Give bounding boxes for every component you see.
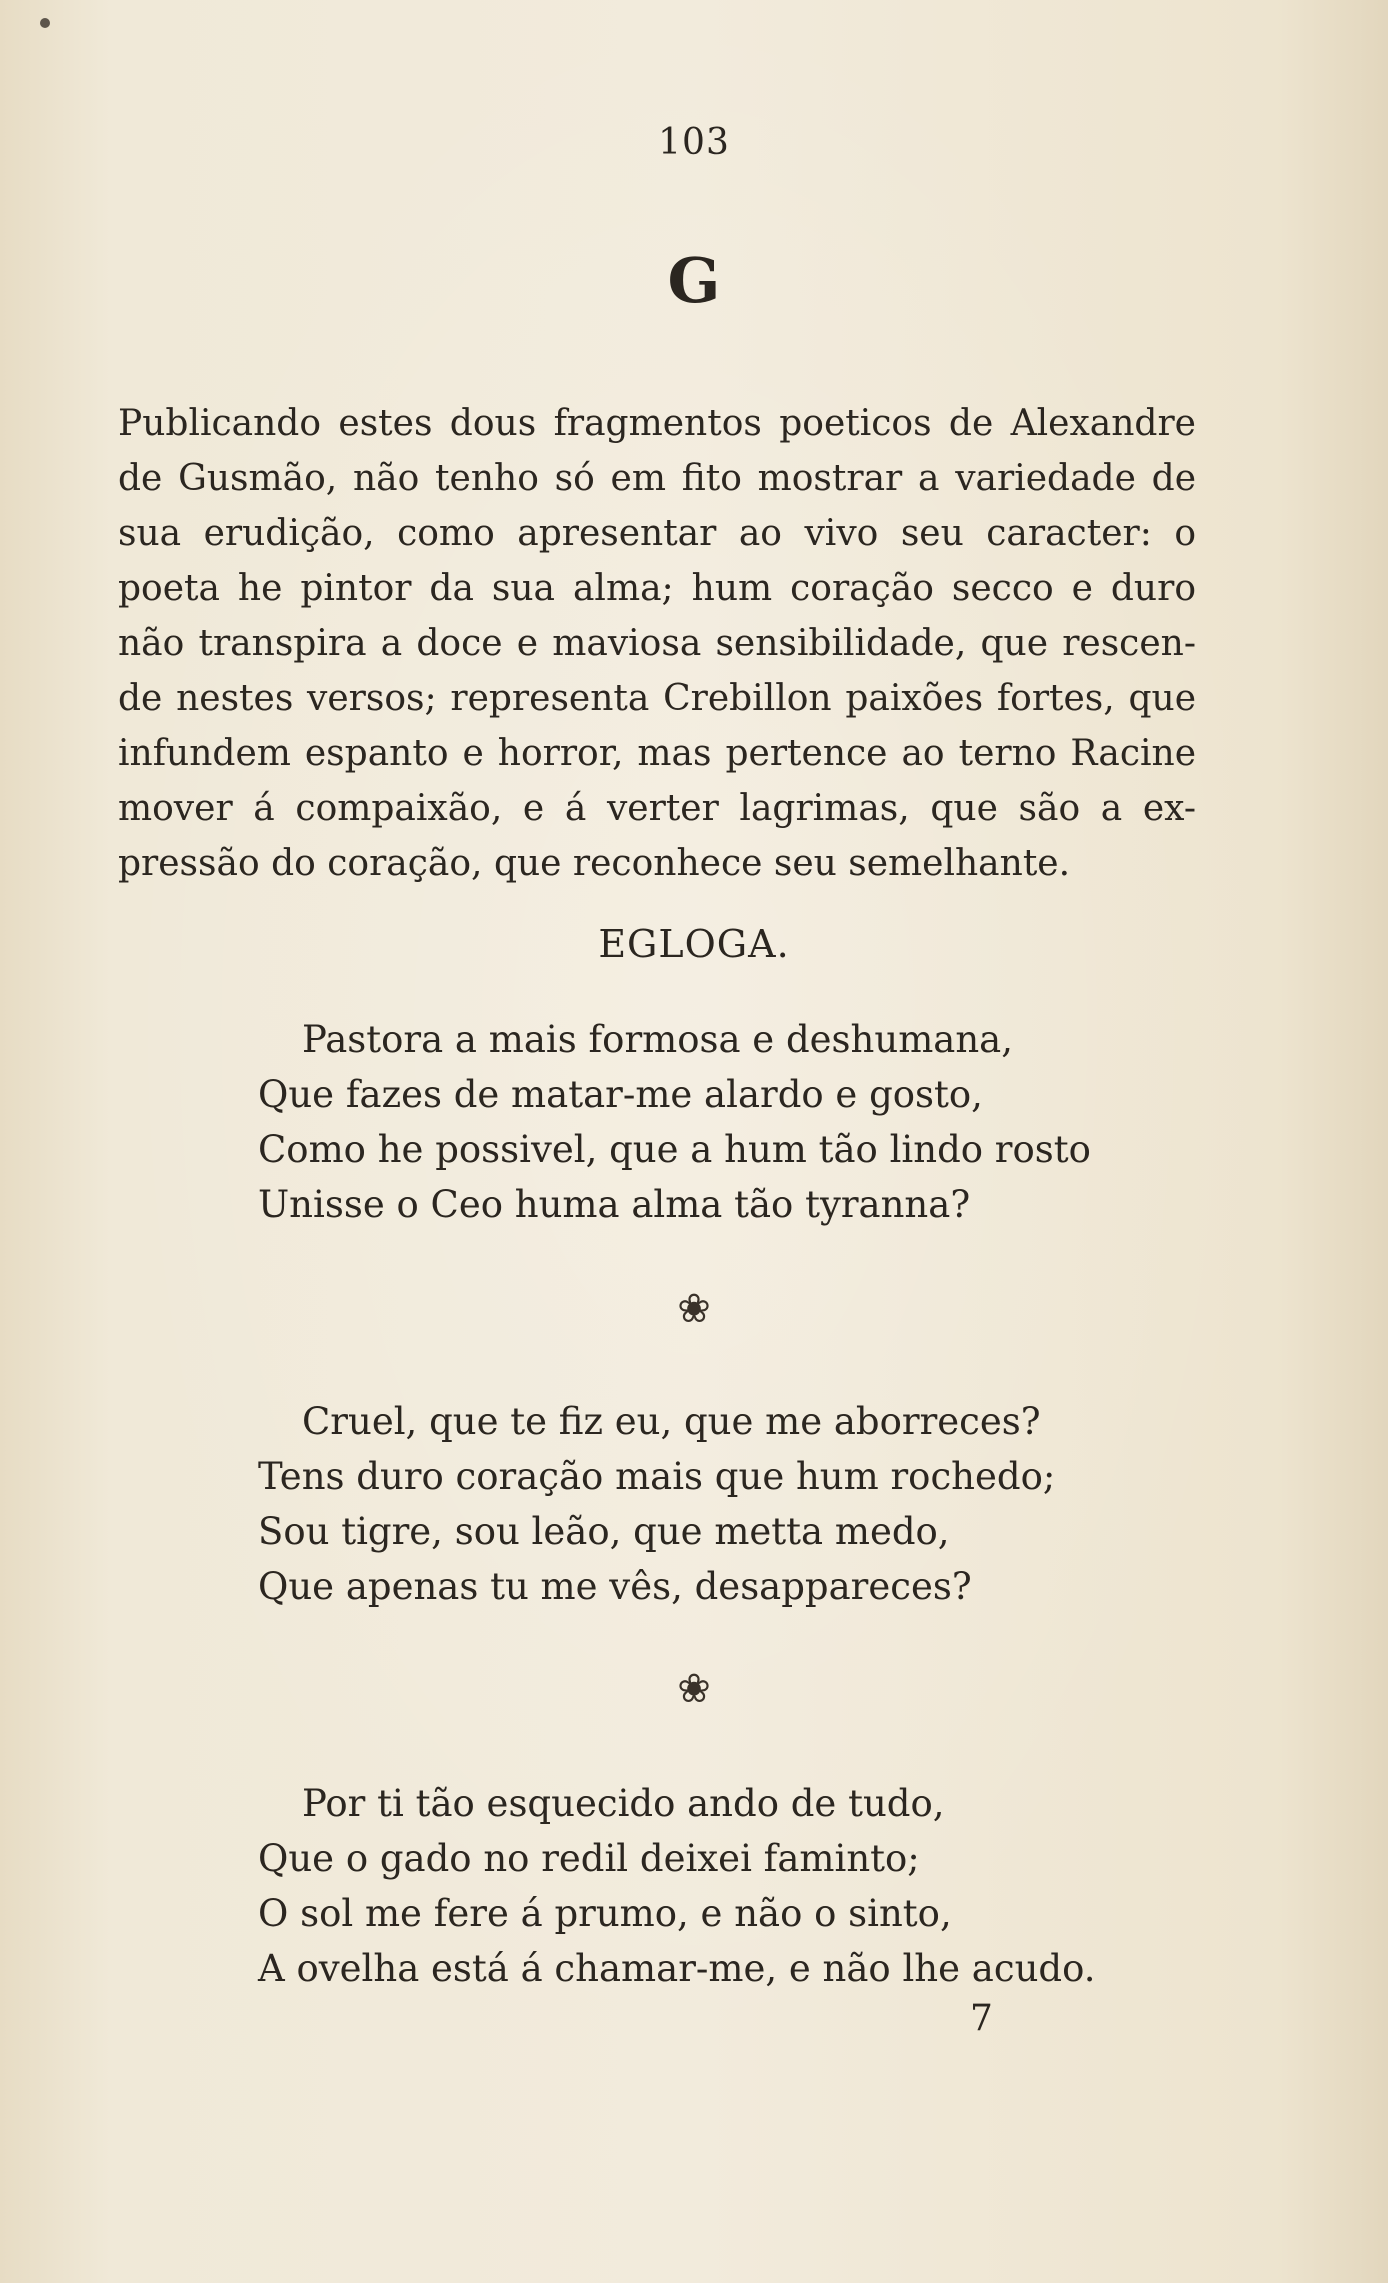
intro-line: não transpira a doce e maviosa sensibilidade, que rescen-	[118, 623, 1196, 664]
verse-line: Que o gado no redil deixei faminto;	[258, 1837, 920, 1880]
stanza-3	[258, 1776, 1095, 1996]
ink-spot	[40, 18, 50, 28]
page-number: 103	[658, 122, 730, 163]
intro-line: infundem espanto e horror, mas pertence ao terno Racine	[118, 733, 1196, 774]
signature-mark: 7	[970, 1998, 993, 2039]
verse-line: Como he possivel, que a hum tão lindo rosto	[258, 1128, 1091, 1171]
ornament-icon: ❀	[677, 1666, 711, 1712]
poem-title: EGLOGA.	[598, 922, 790, 966]
intro-line: poeta he pintor da sua alma; hum coração secco e duro	[118, 568, 1196, 609]
ornament-icon: ❀	[677, 1286, 711, 1332]
verse-line: Tens duro coração mais que hum rochedo;	[258, 1455, 1056, 1498]
intro-line: de Gusmão, não tenho só em fito mostrar a variedade de	[118, 458, 1196, 499]
verse-line: Sou tigre, sou leão, que metta medo,	[258, 1510, 950, 1553]
stanza-2	[258, 1394, 1055, 1614]
verse-line: Por ti tão esquecido ando de tudo,	[302, 1782, 945, 1825]
intro-paragraph	[118, 396, 1196, 891]
verse-line: Que fazes de matar-me alardo e gosto,	[258, 1073, 983, 1116]
section-letter: G	[667, 244, 721, 317]
verse-line: Pastora a mais formosa e deshumana,	[302, 1018, 1013, 1061]
intro-line: pressão do coração, que reconhece seu semelhante.	[118, 843, 1071, 884]
verse-line: O sol me fere á prumo, e não o sinto,	[258, 1892, 952, 1935]
verse-line: Cruel, que te fiz eu, que me aborreces?	[302, 1400, 1041, 1443]
verse-line: A ovelha está á chamar-me, e não lhe acudo.	[258, 1947, 1096, 1990]
intro-line: de nestes versos; representa Crebillon paixões fortes, que	[118, 678, 1196, 719]
verse-line: Que apenas tu me vês, desappareces?	[258, 1565, 972, 1608]
intro-line: Publicando estes dous fragmentos poeticos de Alexandre	[118, 403, 1196, 444]
stanza-1	[258, 1012, 1091, 1232]
verse-line: Unisse o Ceo huma alma tão tyranna?	[258, 1183, 971, 1226]
intro-line: mover á compaixão, e á verter lagrimas, que são a ex-	[118, 788, 1196, 829]
intro-line: sua erudição, como apresentar ao vivo seu caracter: o	[118, 513, 1196, 554]
